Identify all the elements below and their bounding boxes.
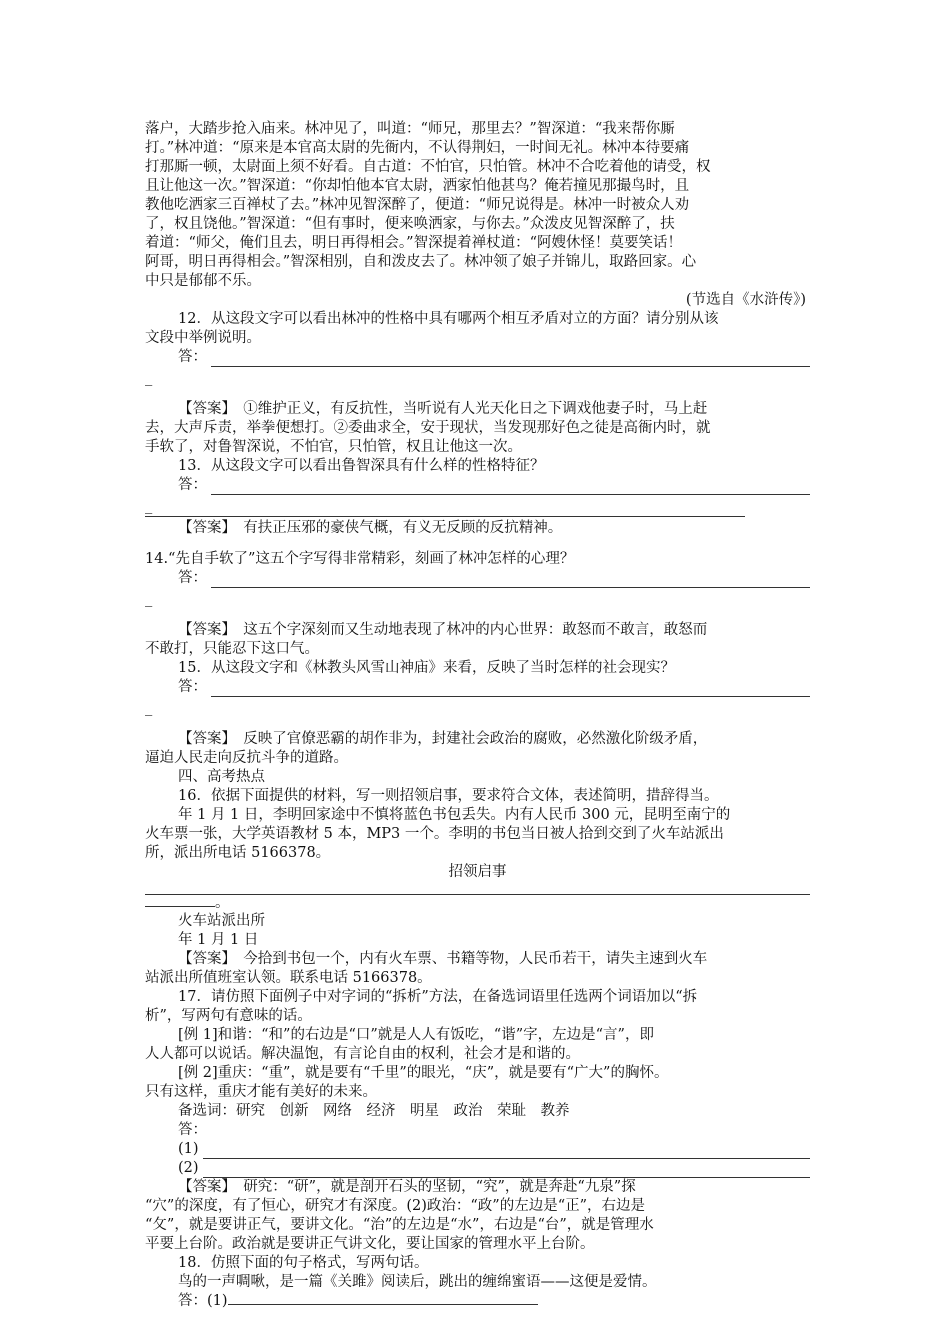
question-14 (145, 550, 810, 659)
notice-period: 。 (215, 895, 230, 911)
question-12 (145, 310, 810, 457)
question-text: 15．从这段文字和《林教头风雪山神庙》来看，反映了当时怎样的社会现实？ (178, 660, 675, 676)
passage-line: 教他吃洒家三百禅杖了去。”林冲见智深醉了，便道：“师兄说得是。林冲一时被众人劝 (145, 197, 690, 213)
passage-source: (节选自《水浒传》) (685, 292, 806, 308)
answer-blank[interactable] (203, 1165, 810, 1178)
answer-content: ①维护正义，有反抗性，当听说有人光天化日之下调戏他妻子时，马上赶 (243, 401, 708, 417)
example-text: 人人都可以说话。解决温饱，有言论自由的权利，社会才是和谐的。 (145, 1046, 580, 1062)
answer-text (145, 400, 810, 419)
answer-blank[interactable] (211, 684, 810, 697)
answer-blank[interactable] (203, 1146, 810, 1159)
question-18 (145, 1254, 810, 1311)
notice-blank-end[interactable] (145, 895, 810, 912)
answer-text (145, 516, 745, 538)
passage-line: 打。”林冲道：“原来是本官高太尉的先衙内，不认得荆妇，一时间无礼。林冲本待要痛 (145, 140, 690, 156)
answer-content: 今拾到书包一个，内有火车票、书籍等物，人民币若干，请失主速到火车 (243, 951, 708, 967)
question-17 (145, 988, 810, 1254)
answer-label: 答： (178, 679, 207, 695)
answer-blank[interactable] (211, 354, 810, 367)
answer-dash: _ (145, 498, 153, 514)
question-text: 析”，写两句有意味的话。 (145, 1008, 312, 1024)
question-16 (145, 787, 810, 988)
answer-label: 答： (178, 1122, 207, 1138)
example-sentence: 鸟的一声啁啾，是一篇《关雎》阅读后，跳出的缠绵蜜语——这便是爱情。 (178, 1274, 657, 1290)
passage (145, 120, 810, 310)
material-text: 所，派出所电话 5166378。 (145, 845, 331, 861)
answer-blank[interactable] (211, 575, 810, 588)
answer-tag: 【答案】 (178, 951, 229, 967)
answer-blank[interactable] (211, 482, 810, 495)
answer-content: 逼迫人民走向反抗斗争的道路。 (145, 750, 348, 766)
answer-label: 答：(1) (178, 1293, 228, 1309)
answer-content: 反映了官僚恶霸的胡作非为，封建社会政治的腐败，必然激化阶级矛盾， (243, 731, 708, 747)
answer-content: 研究：“研”，就是剖开石头的坚韧，“究”，就是奔赴“九泉”探 (243, 1179, 636, 1195)
question-15 (145, 659, 810, 768)
notice-blank[interactable] (145, 882, 810, 895)
answer-content: 手软了，对鲁智深说，不怕官，只怕管，权且让他这一次。 (145, 439, 522, 455)
answer-blank[interactable] (228, 1294, 538, 1305)
answer-tag: 【答案】 (178, 1179, 229, 1195)
question-text: 13．从这段文字可以看出鲁智深具有什么样的性格特征？ (178, 458, 545, 474)
passage-line: 阿哥，明日再得相会。”智深相别，自和泼皮去了。林冲领了娘子并锦儿，取路回家。心 (145, 254, 697, 270)
example-text: 只有这样，重庆才能有美好的未来。 (145, 1084, 377, 1100)
answer-line[interactable] (145, 678, 810, 697)
material-text: 年 1 月 1 日，李明回家途中不慎将蓝色书包丢失。内有人民币 300 元，昆明至南宁的 (178, 807, 731, 823)
answer-label: 答： (178, 570, 207, 586)
answer-content: 去，大声斥责，举拳便想打。②委曲求全，安于现状，当发现那好色之徒是高衙内时，就 (145, 420, 711, 436)
notice-signature: 火车站派出所 (178, 913, 265, 929)
answer-content: 站派出所值班室认领。联系电话 5166378。 (145, 970, 432, 986)
question-text: 12．从这段文字可以看出林冲的性格中具有哪两个相互矛盾对立的方面？请分别从该 (178, 311, 719, 327)
answer-tag: 【答案】 (178, 731, 229, 747)
answer-label: 答： (178, 477, 207, 493)
question-text: 文段中举例说明。 (145, 330, 261, 346)
answer-text (145, 950, 810, 969)
passage-line: 着道：“师父，俺们且去，明日再得相会。”智深提着禅杖道：“阿嫂休怪！莫要笑话！ (145, 235, 682, 251)
question-text: 14.“先自手软了”这五个字写得非常精彩，刻画了林冲怎样的心理？ (145, 551, 575, 567)
notice-title: 招领启事 (448, 864, 507, 880)
material-text: 火车票一张，大学英语教材 5 本，MP3 一个。李明的书包当日被人拾到交到了火车站派出 (145, 826, 724, 842)
answer-text (145, 1178, 810, 1197)
answer-line[interactable] (145, 569, 810, 588)
answer-content: 有扶正压邪的豪侠气概，有义无反顾的反抗精神。 (243, 520, 563, 536)
document-page (145, 120, 810, 1311)
word-options: 备选词：研究 创新 网络 经济 明星 政治 荣耻 教养 (178, 1103, 570, 1119)
answer-content: 不敢打，只能忍下这口气。 (145, 641, 319, 657)
passage-line: 落户，大踏步抢入庙来。林冲见了，叫道：“师兄，那里去？”智深道：“我来帮你厮 (145, 121, 675, 137)
passage-line: 中只是郁郁不乐。 (145, 273, 261, 289)
passage-line: 打那厮一顿，太尉面上须不好看。自古道：不怕官，只怕管。林冲不合吃着他的请受，权 (145, 159, 711, 175)
answer-line-1[interactable] (145, 1140, 810, 1159)
question-text: 16．依据下面提供的材料，写一则招领启事，要求符合文体，表述简明，措辞得当。 (178, 788, 719, 804)
answer-label: 答： (178, 349, 207, 365)
answer-text (145, 730, 810, 749)
answer-content: “攵”，就是要讲正气，要讲文化。“治”的左边是“水”，右边是“台”，就是管理水 (145, 1217, 654, 1233)
answer-content: 平要上台阶。政治就是要讲正气讲文化，要让国家的管理水平上台阶。 (145, 1236, 595, 1252)
question-text: 18．仿照下面的句子格式，写两句话。 (178, 1255, 429, 1271)
notice-date: 年 1 月 1 日 (178, 932, 259, 948)
answer-item-label: (1) (178, 1141, 199, 1157)
answer-tag: 【答案】 (178, 520, 229, 536)
answer-dash: _ (145, 370, 153, 386)
answer-dash: _ (145, 700, 153, 716)
answer-content: “穴”的深度，有了恒心，研究才有深度。(2)政治：“政”的左边是“正”，右边是 (145, 1198, 646, 1214)
answer-text (145, 621, 810, 640)
answer-line-2[interactable] (145, 1159, 810, 1178)
answer-content: 这五个字深刻而又生动地表现了林冲的内心世界：敢怒而不敢言，敢怒而 (243, 622, 708, 638)
section-heading: 四、高考热点 (178, 769, 265, 785)
passage-line: 且让他这一次。”智深道：“你却怕他本官太尉，洒家怕他甚鸟？俺若撞见那撮鸟时，且 (145, 178, 690, 194)
answer-dash: _ (145, 591, 153, 607)
question-text: 17．请仿照下面例子中对字词的“拆析”方法，在备选词语里任选两个词语加以“拆 (178, 989, 698, 1005)
notice-short-blank[interactable] (145, 896, 215, 907)
example-text: [例 1]和谐：“和”的右边是“口”就是人人有饭吃，“谐”字，左边是“言”，即 (178, 1027, 654, 1043)
answer-item-label: (2) (178, 1160, 199, 1176)
answer-line[interactable] (145, 348, 810, 367)
answer-tag: 【答案】 (178, 401, 229, 417)
question-13 (145, 457, 810, 538)
answer-tag: 【答案】 (178, 622, 229, 638)
example-text: [例 2]重庆：“重”，就是要有“千里”的眼光，“庆”，就是要有“广大”的胸怀。 (178, 1065, 669, 1081)
answer-line[interactable] (145, 476, 810, 495)
passage-line: 了，权且饶他。”智深道：“但有事时，便来唤洒家，与你去。”众泼皮见智深醉了，扶 (145, 216, 675, 232)
answer-line[interactable] (145, 1292, 810, 1311)
